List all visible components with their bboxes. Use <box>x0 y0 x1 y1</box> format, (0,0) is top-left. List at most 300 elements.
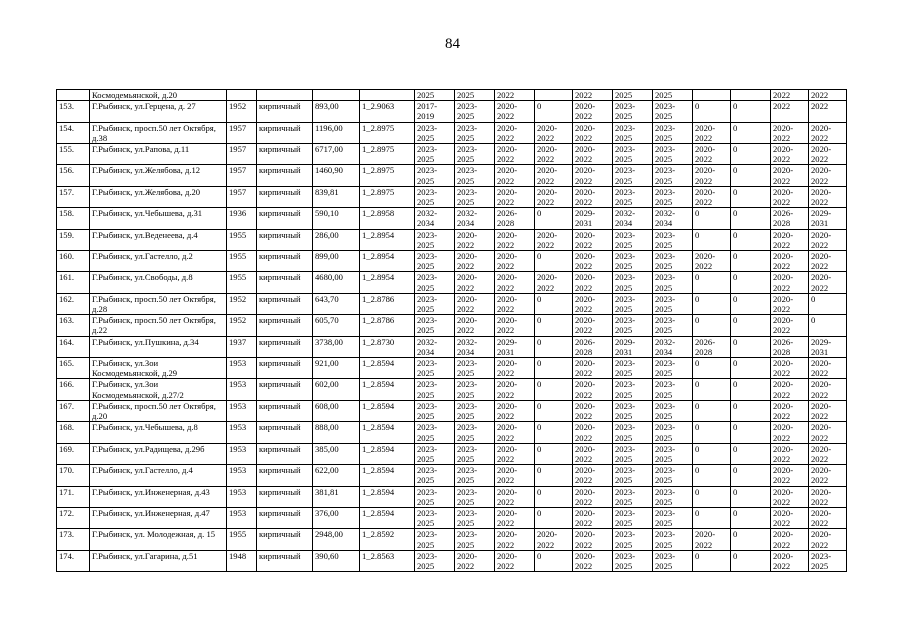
period-cell: 2023-2025 <box>613 272 653 293</box>
period-cell: 2020-2022 <box>495 465 535 486</box>
period-cell: 2023-2025 <box>455 186 495 207</box>
period-cell: 2020-2022 <box>771 465 809 486</box>
period-cell: 2020-2022 <box>535 122 573 143</box>
period-cell: 2020-2022 <box>455 550 495 571</box>
wall-material-cell: кирпичный <box>257 208 313 229</box>
area-cell: 899,00 <box>313 251 360 272</box>
period-cell: 2023-2025 <box>653 550 693 571</box>
period-cell: 2023-2025 <box>653 379 693 400</box>
period-cell: 2023-2025 <box>809 550 847 571</box>
period-cell: 2020-2022 <box>771 486 809 507</box>
period-cell: 2020-2022 <box>573 315 613 336</box>
period-cell: 2023-2025 <box>455 486 495 507</box>
code-cell: 1_2.8954 <box>360 251 415 272</box>
period-cell: 0 <box>693 443 731 464</box>
period-cell: 2032-2034 <box>455 336 495 357</box>
year-built-cell: 1957 <box>227 122 257 143</box>
address-cell: Г.Рыбинск, просп.50 лет Октября, д.20 <box>90 400 227 421</box>
address-cell: Г.Рыбинск, ул.Гастелло, д.4 <box>90 465 227 486</box>
period-cell: 0 <box>731 144 771 165</box>
address-cell: Г.Рыбинск, ул.Гагарина, д.51 <box>90 550 227 571</box>
wall-material-cell: кирпичный <box>257 465 313 486</box>
period-cell: 2023-2025 <box>613 251 653 272</box>
period-cell: 2020-2022 <box>809 443 847 464</box>
table-row <box>57 358 847 379</box>
row-number-cell: 157. <box>57 186 90 207</box>
area-cell: 4680,00 <box>313 272 360 293</box>
area-cell: 381,81 <box>313 486 360 507</box>
period-cell: 2020-2022 <box>693 165 731 186</box>
period-cell: 2020-2022 <box>573 229 613 250</box>
period-cell: 2023-2025 <box>613 229 653 250</box>
period-cell: 2023-2025 <box>613 186 653 207</box>
period-cell: 2020-2022 <box>771 400 809 421</box>
period-cell: 2020-2022 <box>455 272 495 293</box>
code-cell: 1_2.8594 <box>360 358 415 379</box>
period-cell: 2032-2034 <box>653 208 693 229</box>
wall-material-cell: кирпичный <box>257 358 313 379</box>
row-number-cell: 166. <box>57 379 90 400</box>
period-cell: 2023-2025 <box>455 465 495 486</box>
code-cell: 1_2.8975 <box>360 122 415 143</box>
period-cell: 2023-2025 <box>653 465 693 486</box>
period-cell: 0 <box>535 358 573 379</box>
code-cell: 1_2.8954 <box>360 272 415 293</box>
period-cell: 2025 <box>455 90 495 101</box>
address-cell: Космодемьянской, д.20 <box>90 90 227 101</box>
table-row <box>57 507 847 528</box>
period-cell: 2023-2025 <box>653 315 693 336</box>
page-number: 84 <box>445 36 460 52</box>
area-cell: 839,81 <box>313 186 360 207</box>
period-cell: 2023-2025 <box>613 101 653 122</box>
period-cell: 2023-2025 <box>613 443 653 464</box>
address-cell: Г.Рыбинск, ул.Желябова, д.12 <box>90 165 227 186</box>
period-cell: 2023-2025 <box>455 165 495 186</box>
period-cell: 2023-2025 <box>613 465 653 486</box>
period-cell: 2023-2025 <box>415 229 455 250</box>
area-cell: 622,00 <box>313 465 360 486</box>
period-cell: 2026-2028 <box>771 208 809 229</box>
wall-material-cell: кирпичный <box>257 144 313 165</box>
wall-material-cell <box>257 90 313 101</box>
period-cell: 0 <box>693 422 731 443</box>
wall-material-cell: кирпичный <box>257 550 313 571</box>
period-cell: 2020-2022 <box>771 507 809 528</box>
period-cell: 2020-2022 <box>495 550 535 571</box>
period-cell: 2029-2031 <box>573 208 613 229</box>
period-cell: 0 <box>535 486 573 507</box>
table-row <box>57 144 847 165</box>
area-cell: 921,00 <box>313 358 360 379</box>
code-cell: 1_2.8786 <box>360 315 415 336</box>
period-cell: 2023-2025 <box>415 358 455 379</box>
wall-material-cell: кирпичный <box>257 486 313 507</box>
table-row <box>57 465 847 486</box>
period-cell: 2032-2034 <box>455 208 495 229</box>
period-cell: 2032-2034 <box>415 336 455 357</box>
code-cell: 1_2.8563 <box>360 550 415 571</box>
address-cell: Г.Рыбинск, просп.50 лет Октября, д.22 <box>90 315 227 336</box>
period-cell: 2020-2022 <box>809 529 847 550</box>
year-built-cell: 1952 <box>227 101 257 122</box>
period-cell: 2020-2022 <box>455 251 495 272</box>
period-cell: 0 <box>535 507 573 528</box>
period-cell: 2020-2022 <box>573 165 613 186</box>
period-cell: 2023-2025 <box>653 229 693 250</box>
period-cell: 0 <box>535 422 573 443</box>
period-cell: 2023-2025 <box>415 165 455 186</box>
area-cell: 390,60 <box>313 550 360 571</box>
area-cell: 1196,00 <box>313 122 360 143</box>
period-cell: 2023-2025 <box>613 400 653 421</box>
year-built-cell: 1937 <box>227 336 257 357</box>
table-body <box>57 90 847 572</box>
period-cell: 2020-2022 <box>535 272 573 293</box>
table-row <box>57 400 847 421</box>
period-cell: 2032-2034 <box>613 208 653 229</box>
period-cell: 2020-2022 <box>495 272 535 293</box>
period-cell: 2023-2025 <box>455 507 495 528</box>
row-number-cell: 154. <box>57 122 90 143</box>
period-cell: 2020-2022 <box>809 186 847 207</box>
period-cell: 2020-2022 <box>573 251 613 272</box>
period-cell: 2023-2025 <box>613 293 653 314</box>
period-cell: 2020-2022 <box>573 379 613 400</box>
table-row <box>57 422 847 443</box>
year-built-cell: 1955 <box>227 529 257 550</box>
row-number-cell: 172. <box>57 507 90 528</box>
period-cell: 2020-2022 <box>495 507 535 528</box>
table-row <box>57 443 847 464</box>
area-cell: 2948,00 <box>313 529 360 550</box>
period-cell: 0 <box>535 208 573 229</box>
period-cell: 2020-2022 <box>771 165 809 186</box>
period-cell: 2023-2025 <box>653 400 693 421</box>
wall-material-cell: кирпичный <box>257 422 313 443</box>
period-cell: 2023-2025 <box>415 507 455 528</box>
row-number-cell: 170. <box>57 465 90 486</box>
period-cell: 2020-2022 <box>809 400 847 421</box>
row-number-cell: 164. <box>57 336 90 357</box>
period-cell: 2020-2022 <box>693 122 731 143</box>
period-cell: 2023-2025 <box>455 529 495 550</box>
row-number-cell: 156. <box>57 165 90 186</box>
address-cell: Г.Рыбинск, просп.50 лет Октября, д.28 <box>90 293 227 314</box>
period-cell: 2023-2025 <box>653 144 693 165</box>
wall-material-cell: кирпичный <box>257 186 313 207</box>
row-number-cell <box>57 90 90 101</box>
period-cell: 2020-2022 <box>771 358 809 379</box>
period-cell: 2023-2025 <box>415 144 455 165</box>
row-number-cell: 168. <box>57 422 90 443</box>
table-row <box>57 186 847 207</box>
address-cell: Г.Рыбинск, ул.Инженерная, д.43 <box>90 486 227 507</box>
period-cell: 2023-2025 <box>415 400 455 421</box>
table-row <box>57 379 847 400</box>
period-cell: 2020-2022 <box>771 251 809 272</box>
period-cell: 2023-2025 <box>613 144 653 165</box>
period-cell: 0 <box>809 315 847 336</box>
period-cell: 2023-2025 <box>415 465 455 486</box>
period-cell: 2020-2022 <box>693 251 731 272</box>
wall-material-cell: кирпичный <box>257 101 313 122</box>
period-cell: 2032-2034 <box>415 208 455 229</box>
wall-material-cell: кирпичный <box>257 507 313 528</box>
wall-material-cell: кирпичный <box>257 379 313 400</box>
wall-material-cell: кирпичный <box>257 529 313 550</box>
year-built-cell: 1953 <box>227 465 257 486</box>
period-cell: 2020-2022 <box>809 165 847 186</box>
period-cell: 2022 <box>573 90 613 101</box>
period-cell: 2020-2022 <box>693 529 731 550</box>
year-built-cell: 1953 <box>227 507 257 528</box>
period-cell: 2020-2022 <box>771 422 809 443</box>
period-cell: 0 <box>535 101 573 122</box>
period-cell: 2020-2022 <box>455 315 495 336</box>
address-cell: Г.Рыбинск, ул.Свободы, д.8 <box>90 272 227 293</box>
period-cell: 2020-2022 <box>573 186 613 207</box>
period-cell: 0 <box>693 379 731 400</box>
period-cell <box>731 90 771 101</box>
year-built-cell: 1955 <box>227 229 257 250</box>
period-cell: 2020-2022 <box>573 422 613 443</box>
period-cell: 2023-2025 <box>415 422 455 443</box>
period-cell: 2023-2025 <box>613 165 653 186</box>
period-cell: 0 <box>535 251 573 272</box>
address-cell: Г.Рыбинск, просп.50 лет Октября, д.38 <box>90 122 227 143</box>
wall-material-cell: кирпичный <box>257 443 313 464</box>
period-cell: 2022 <box>809 90 847 101</box>
period-cell: 2020-2022 <box>495 293 535 314</box>
period-cell: 2020-2022 <box>693 186 731 207</box>
table-row <box>57 101 847 122</box>
period-cell: 2020-2022 <box>573 529 613 550</box>
wall-material-cell: кирпичный <box>257 251 313 272</box>
period-cell: 0 <box>731 165 771 186</box>
code-cell: 1_2.8954 <box>360 229 415 250</box>
period-cell: 2020-2022 <box>495 422 535 443</box>
address-cell: Г.Рыбинск, ул.Чебышева, д.8 <box>90 422 227 443</box>
period-cell: 0 <box>731 315 771 336</box>
row-number-cell: 155. <box>57 144 90 165</box>
area-cell: 1460,90 <box>313 165 360 186</box>
row-number-cell: 169. <box>57 443 90 464</box>
period-cell: 2023-2025 <box>455 400 495 421</box>
period-cell: 2023-2025 <box>455 422 495 443</box>
period-cell: 2020-2022 <box>495 251 535 272</box>
period-cell: 0 <box>731 422 771 443</box>
table-row <box>57 272 847 293</box>
table-row <box>57 165 847 186</box>
period-cell: 2020-2022 <box>809 122 847 143</box>
period-cell: 0 <box>693 229 731 250</box>
period-cell: 2023-2025 <box>415 122 455 143</box>
year-built-cell: 1955 <box>227 272 257 293</box>
period-cell: 2023-2025 <box>653 251 693 272</box>
row-number-cell: 160. <box>57 251 90 272</box>
year-built-cell: 1953 <box>227 379 257 400</box>
period-cell: 2020-2022 <box>495 358 535 379</box>
period-cell: 0 <box>693 486 731 507</box>
period-cell: 0 <box>535 465 573 486</box>
period-cell: 2026-2028 <box>495 208 535 229</box>
period-cell: 2023-2025 <box>653 507 693 528</box>
period-cell: 2022 <box>771 101 809 122</box>
row-number-cell: 163. <box>57 315 90 336</box>
row-number-cell: 153. <box>57 101 90 122</box>
period-cell: 2022 <box>771 90 809 101</box>
period-cell: 2022 <box>809 101 847 122</box>
period-cell: 2020-2022 <box>771 229 809 250</box>
address-cell: Г.Рыбинск, ул.Зои Космодемьянской, д.27/2 <box>90 379 227 400</box>
period-cell: 2023-2025 <box>653 293 693 314</box>
address-cell: Г.Рыбинск, ул.Чебышева, д.31 <box>90 208 227 229</box>
period-cell: 2020-2022 <box>495 400 535 421</box>
row-number-cell: 167. <box>57 400 90 421</box>
period-cell: 2020-2022 <box>809 144 847 165</box>
period-cell: 2020-2022 <box>771 529 809 550</box>
period-cell: 0 <box>731 101 771 122</box>
period-cell: 2023-2025 <box>613 507 653 528</box>
area-cell: 6717,00 <box>313 144 360 165</box>
period-cell: 2023-2025 <box>415 272 455 293</box>
period-cell: 0 <box>731 379 771 400</box>
period-cell: 2020-2022 <box>573 293 613 314</box>
period-cell: 2023-2025 <box>415 293 455 314</box>
period-cell: 0 <box>535 550 573 571</box>
period-cell: 2023-2025 <box>455 379 495 400</box>
code-cell: 1_2.8594 <box>360 486 415 507</box>
period-cell: 2020-2022 <box>495 379 535 400</box>
period-cell: 2020-2022 <box>809 422 847 443</box>
year-built-cell: 1957 <box>227 165 257 186</box>
code-cell: 1_2.8975 <box>360 186 415 207</box>
period-cell: 0 <box>535 315 573 336</box>
period-cell: 2020-2022 <box>771 443 809 464</box>
row-number-cell: 174. <box>57 550 90 571</box>
period-cell: 2023-2025 <box>653 122 693 143</box>
period-cell: 2020-2022 <box>535 144 573 165</box>
period-cell: 2023-2025 <box>415 529 455 550</box>
wall-material-cell: кирпичный <box>257 165 313 186</box>
period-cell: 0 <box>693 400 731 421</box>
address-cell: Г.Рыбинск, ул.Желябова, д.20 <box>90 186 227 207</box>
code-cell: 1_2.8594 <box>360 400 415 421</box>
area-cell: 605,70 <box>313 315 360 336</box>
address-cell: Г.Рыбинск, ул.Гастелло, д.2 <box>90 251 227 272</box>
code-cell: 1_2.8975 <box>360 165 415 186</box>
period-cell: 2020-2022 <box>495 122 535 143</box>
period-cell: 2020-2022 <box>771 186 809 207</box>
period-cell: 0 <box>731 272 771 293</box>
table-row <box>57 486 847 507</box>
table-row <box>57 550 847 571</box>
period-cell: 0 <box>693 101 731 122</box>
year-built-cell: 1936 <box>227 208 257 229</box>
period-cell: 2023-2025 <box>455 101 495 122</box>
period-cell: 2020-2022 <box>809 272 847 293</box>
period-cell: 2023-2025 <box>653 186 693 207</box>
period-cell: 2020-2022 <box>535 229 573 250</box>
address-cell: Г.Рыбинск, ул.Пушкина, д.34 <box>90 336 227 357</box>
period-cell: 2020-2022 <box>809 465 847 486</box>
table-row <box>57 251 847 272</box>
address-cell: Г.Рыбинск, ул. Молодежная, д. 15 <box>90 529 227 550</box>
row-number-cell: 171. <box>57 486 90 507</box>
period-cell: 2023-2025 <box>415 315 455 336</box>
period-cell: 2020-2022 <box>809 486 847 507</box>
period-cell: 2023-2025 <box>653 272 693 293</box>
code-cell: 1_2.8958 <box>360 208 415 229</box>
period-cell: 2023-2025 <box>455 443 495 464</box>
address-cell: Г.Рыбинск, ул.Герцена, д. 27 <box>90 101 227 122</box>
period-cell: 0 <box>731 529 771 550</box>
housing-repair-table <box>56 89 847 572</box>
wall-material-cell: кирпичный <box>257 336 313 357</box>
period-cell: 2020-2022 <box>573 144 613 165</box>
address-cell: Г.Рыбинск, ул.Веденеева, д.4 <box>90 229 227 250</box>
period-cell: 2020-2022 <box>771 122 809 143</box>
period-cell: 0 <box>693 272 731 293</box>
table-row <box>57 90 847 101</box>
year-built-cell: 1955 <box>227 251 257 272</box>
row-number-cell: 161. <box>57 272 90 293</box>
wall-material-cell: кирпичный <box>257 272 313 293</box>
code-cell: 1_2.8594 <box>360 422 415 443</box>
period-cell: 2022 <box>495 90 535 101</box>
period-cell: 2020-2022 <box>771 272 809 293</box>
year-built-cell: 1953 <box>227 443 257 464</box>
period-cell: 0 <box>693 550 731 571</box>
period-cell: 2020-2022 <box>809 358 847 379</box>
period-cell: 2023-2025 <box>415 550 455 571</box>
period-cell: 0 <box>693 293 731 314</box>
code-cell: 1_2.8594 <box>360 465 415 486</box>
period-cell: 0 <box>731 293 771 314</box>
wall-material-cell: кирпичный <box>257 315 313 336</box>
period-cell: 2025 <box>613 90 653 101</box>
address-cell: Г.Рыбинск, ул.Зои Космодемьянской, д.29 <box>90 358 227 379</box>
year-built-cell: 1953 <box>227 422 257 443</box>
area-cell: 286,00 <box>313 229 360 250</box>
period-cell: 2020-2022 <box>495 315 535 336</box>
year-built-cell: 1957 <box>227 144 257 165</box>
period-cell: 2020-2022 <box>573 400 613 421</box>
year-built-cell: 1948 <box>227 550 257 571</box>
period-cell: 2020-2022 <box>809 507 847 528</box>
period-cell: 0 <box>731 251 771 272</box>
area-cell: 888,00 <box>313 422 360 443</box>
period-cell: 0 <box>693 208 731 229</box>
area-cell: 608,00 <box>313 400 360 421</box>
code-cell <box>360 90 415 101</box>
period-cell: 2020-2022 <box>573 486 613 507</box>
period-cell: 2017-2019 <box>415 101 455 122</box>
table-row <box>57 529 847 550</box>
code-cell: 1_2.8592 <box>360 529 415 550</box>
period-cell: 2020-2022 <box>535 529 573 550</box>
period-cell: 0 <box>535 336 573 357</box>
period-cell: 2029-2031 <box>809 208 847 229</box>
period-cell: 0 <box>693 507 731 528</box>
period-cell: 2020-2022 <box>455 293 495 314</box>
wall-material-cell: кирпичный <box>257 122 313 143</box>
period-cell: 0 <box>535 400 573 421</box>
period-cell: 2026-2028 <box>693 336 731 357</box>
year-built-cell: 1952 <box>227 315 257 336</box>
period-cell: 2023-2025 <box>455 358 495 379</box>
